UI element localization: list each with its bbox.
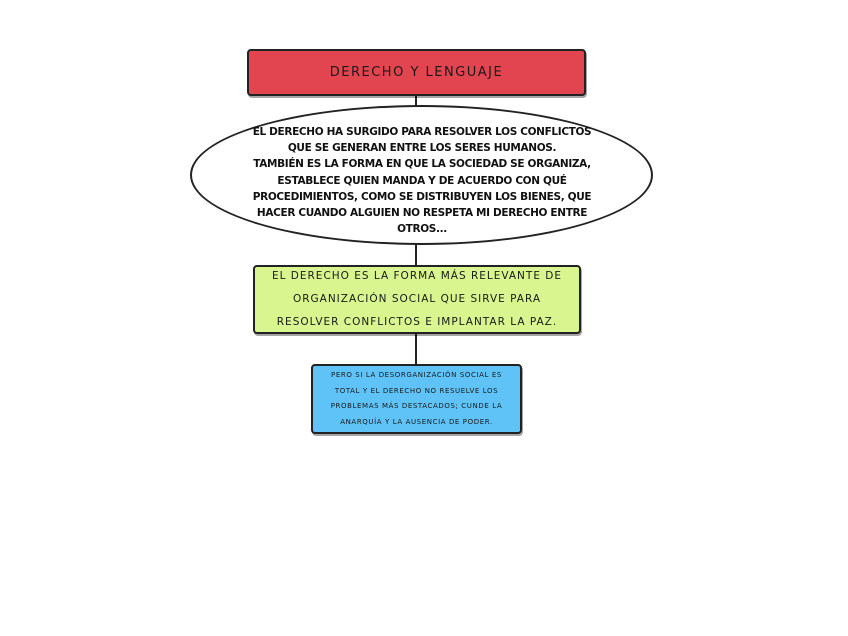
connector-green-blue [415, 334, 417, 365]
ellipse-line: ESTABLECE QUIEN MANDA Y DE ACUERDO CON QUÉ [277, 174, 567, 187]
title-label: DERECHO Y LENGUAJE [329, 65, 504, 80]
ellipse-line: QUE SE GENERAN ENTRE LOS SERES HUMANOS. [287, 142, 557, 155]
title-node[interactable] [247, 49, 586, 96]
definition-node[interactable] [253, 265, 581, 334]
ellipse-node-text [236, 124, 608, 237]
anarchy-node[interactable] [311, 364, 522, 434]
anarchy-line: PERO SI LA DESORGANIZACIÓN SOCIAL ES [331, 371, 502, 379]
anarchy-line: TOTAL Y EL DERECHO NO RESUELVE LOS [334, 386, 499, 395]
ellipse-line: OTROS... [397, 223, 447, 236]
definition-line: EL DERECHO ES LA FORMA MÁS RELEVANTE DE [271, 270, 563, 282]
ellipse-line: EL DERECHO HA SURGIDO PARA RESOLVER LOS CONFLICTOS [252, 126, 592, 138]
ellipse-line: PROCEDIMIENTOS, COMO SE DISTRIBUYEN LOS BIENES, QUE [252, 190, 592, 203]
ellipse-line: TAMBIÉN ES LA FORMA EN QUE LA SOCIEDAD SE ORGANIZA, [253, 158, 591, 171]
definition-text [272, 265, 562, 334]
anarchy-line: PROBLEMAS MÁS DESTACADOS; CUNDE LA [330, 402, 503, 410]
definition-line: RESOLVER CONFLICTOS E IMPLANTAR LA PAZ. [276, 316, 558, 328]
ellipse-line: HACER CUANDO ALGUIEN NO RESPETA MI DERECHO ENTRE [256, 207, 588, 220]
anarchy-line: ANARQUÍA Y LA AUSENCIA DE PODER. [340, 417, 493, 426]
connector-ellipse-green [415, 244, 417, 266]
definition-line: ORGANIZACIÓN SOCIAL QUE SIRVE PARA [292, 293, 542, 305]
anarchy-text [331, 368, 503, 430]
